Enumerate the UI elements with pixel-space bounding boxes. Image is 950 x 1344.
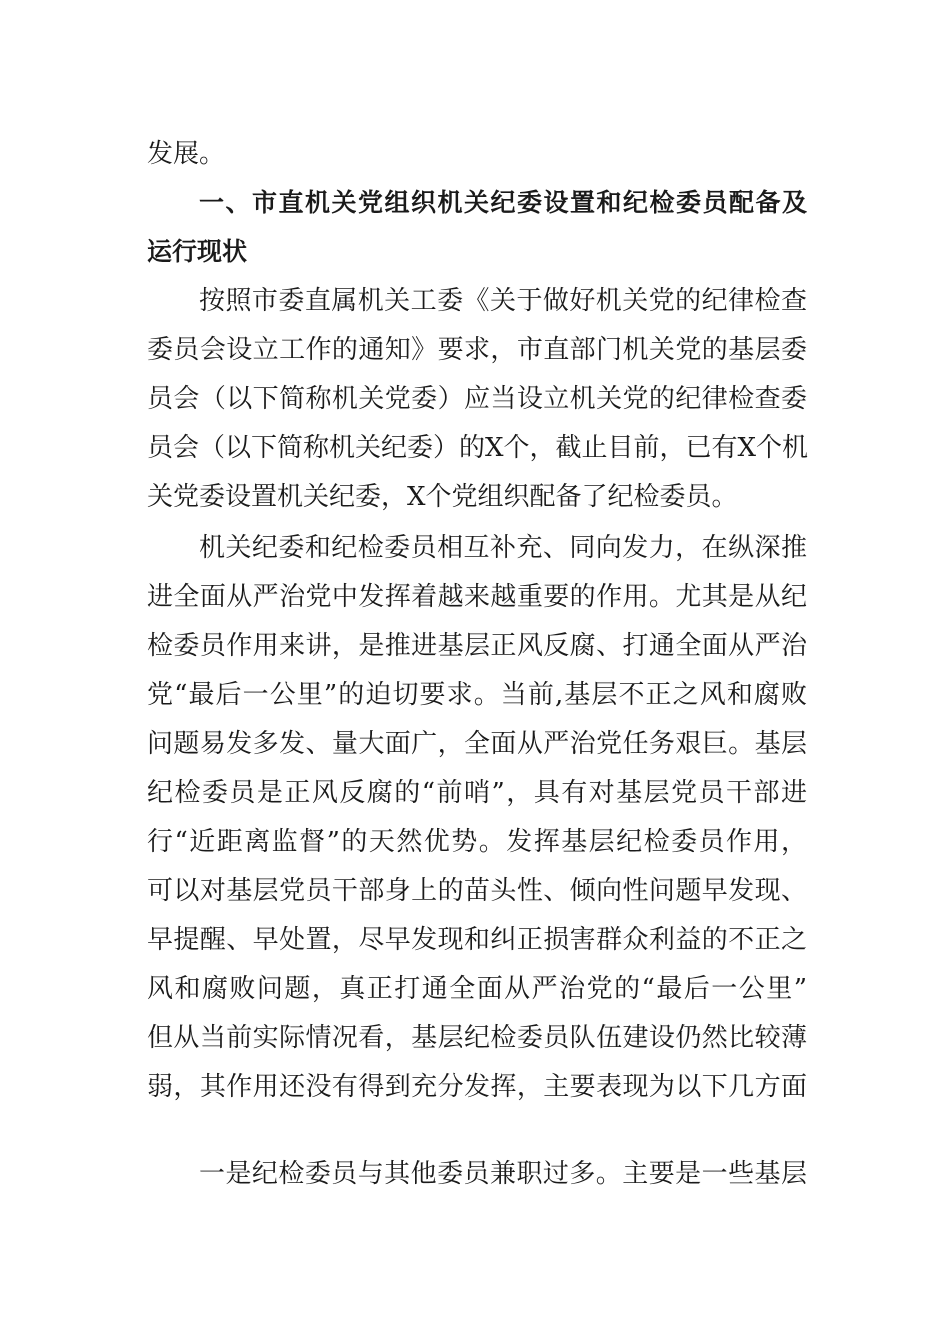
section-heading: 一、市直机关党组织机关纪委设置和纪检委员配备及 — [199, 188, 807, 217]
paragraph-line: 弱，其作用还没有得到充分发挥，主要表现为以下几方面 — [147, 1072, 807, 1102]
paragraph-line: 检委员作用来讲，是推进基层正风反腐、打通全面从严治 — [147, 631, 807, 661]
paragraph-line: 一是纪检委员与其他委员兼职过多。主要是一些基层 — [199, 1159, 807, 1189]
paragraph-line: 纪检委员是正风反腐的“前哨”，具有对基层党员干部进 — [147, 778, 807, 808]
paragraph-line: 发展。 — [147, 139, 226, 169]
paragraph-line: 早提醒、早处置，尽早发现和纠正损害群众利益的不正之 — [147, 925, 807, 955]
paragraph-line: 按照市委直属机关工委《关于做好机关党的纪律检查 — [199, 286, 807, 316]
paragraph-line: 委员会设立工作的通知》要求，市直部门机关党的基层委 — [147, 335, 807, 365]
paragraph-line: 问题易发多发、量大面广，全面从严治党任务艰巨。基层 — [147, 729, 807, 759]
paragraph-line: 行“近距离监督”的天然优势。发挥基层纪检委员作用， — [147, 827, 807, 857]
paragraph-line: 员会（以下简称机关党委）应当设立机关党的纪律检查委 — [147, 384, 807, 414]
paragraph-line: 可以对基层党员干部身上的苗头性、倾向性问题早发现、 — [147, 876, 807, 906]
paragraph-line: 风和腐败问题，真正打通全面从严治党的“最后一公里” — [147, 974, 807, 1004]
paragraph-line: 机关纪委和纪检委员相互补充、同向发力，在纵深推 — [199, 533, 807, 563]
paragraph-line: 党“最后一公里”的迫切要求。当前,基层不正之风和腐败 — [147, 680, 807, 710]
paragraph-line: 进全面从严治党中发挥着越来越重要的作用。尤其是从纪 — [147, 582, 807, 612]
paragraph-line: 关党委设置机关纪委，X个党组织配备了纪检委员。 — [147, 482, 738, 512]
paragraph-line: 但从当前实际情况看，基层纪检委员队伍建设仍然比较薄 — [147, 1023, 807, 1053]
paragraph-line: 员会（以下简称机关纪委）的X个，截止目前，已有X个机 — [147, 433, 809, 463]
section-heading-continuation: 运行现状 — [147, 237, 248, 266]
